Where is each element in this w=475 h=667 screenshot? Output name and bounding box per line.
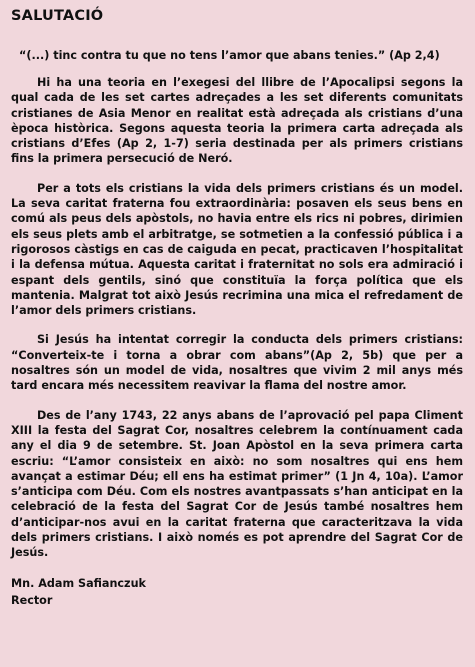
epigraph-quote: “(...) tinc contra tu que no tens l’amor que abans tenies.” (Ap 2,4) — [19, 49, 440, 62]
signature-name: Mn. Adam Safianczuk — [11, 576, 146, 590]
paragraph-2: Per a tots els cristians la vida dels primers cristians és un model. La seva caritat fraterna fou extraordinària: posaven els seus bens en comú als peus dels apòstols, no havia entre els rics ni pobres, dirimien els seus plets amb el arbitratge, se sotmetien a la confessió pública i a rigorosos càstigs en cas de caiguda en pecat, practicaven l’hospitalitat i la defensa mútua. Aquesta caritat i fraternitat no sols era admiració i espant dels gentils, sinó que constituïa la força política que els mantenia. Malgrat tot això Jesús recrimina una mica el refredament de l’amor dels primers cristians. — [11, 181, 463, 318]
paragraph-1: Hi ha una teoria en l’exegesi del llibre de l’Apocalipsi segons la qual cada de les set cartes adreçades a les set diferents comunitats cristianes de Asia Menor en realitat està adreçada als cristians d’una època històrica. Segons aquesta teoria la primera carta adreçada als cristians d’Efes (Ap 2, 1-7) seria destinada per als primers cristians fins la primera persecució de Neró. — [11, 76, 463, 166]
paragraph-3: Si Jesús ha intentat corregir la conducta dels primers cristians: “Converteix-te i torna a obrar com abans”(Ap 2, 5b) que per a nosaltres són un model de vida, nosaltres que vivim 2 mil anys més tard encara més necessitem reavivar la flama del nostre amor. — [11, 333, 463, 393]
page-title: SALUTACIÓ — [11, 8, 104, 24]
signature-role: Rector — [11, 593, 53, 607]
paragraph-4: Des de l’any 1743, 22 anys abans de l’aprovació pel papa Climent XIII la festa del Sagrat Cor, nosaltres celebrem la contínuament cada any el dia 9 de setembre. St. Joan Apòstol en la seva primera carta escriu: “L’amor consisteix en això: no som nosaltres qui ens hem avançat a estimar Déu; ell ens ha estimat primer” (1 Jn 4, 10a). L’amor s’anticipa com Déu. Com els nostres avantpassats s’han anticipat en la celebració de la festa del Sagrat Cor de Jesús també nosaltres hem d’anticipar-nos avui en la caritat fraterna que caracteritzava la vida dels primers cristians. I això només es pot aprendre del Sagrat Cor de Jesús. — [11, 408, 463, 560]
signature-block — [11, 575, 463, 609]
